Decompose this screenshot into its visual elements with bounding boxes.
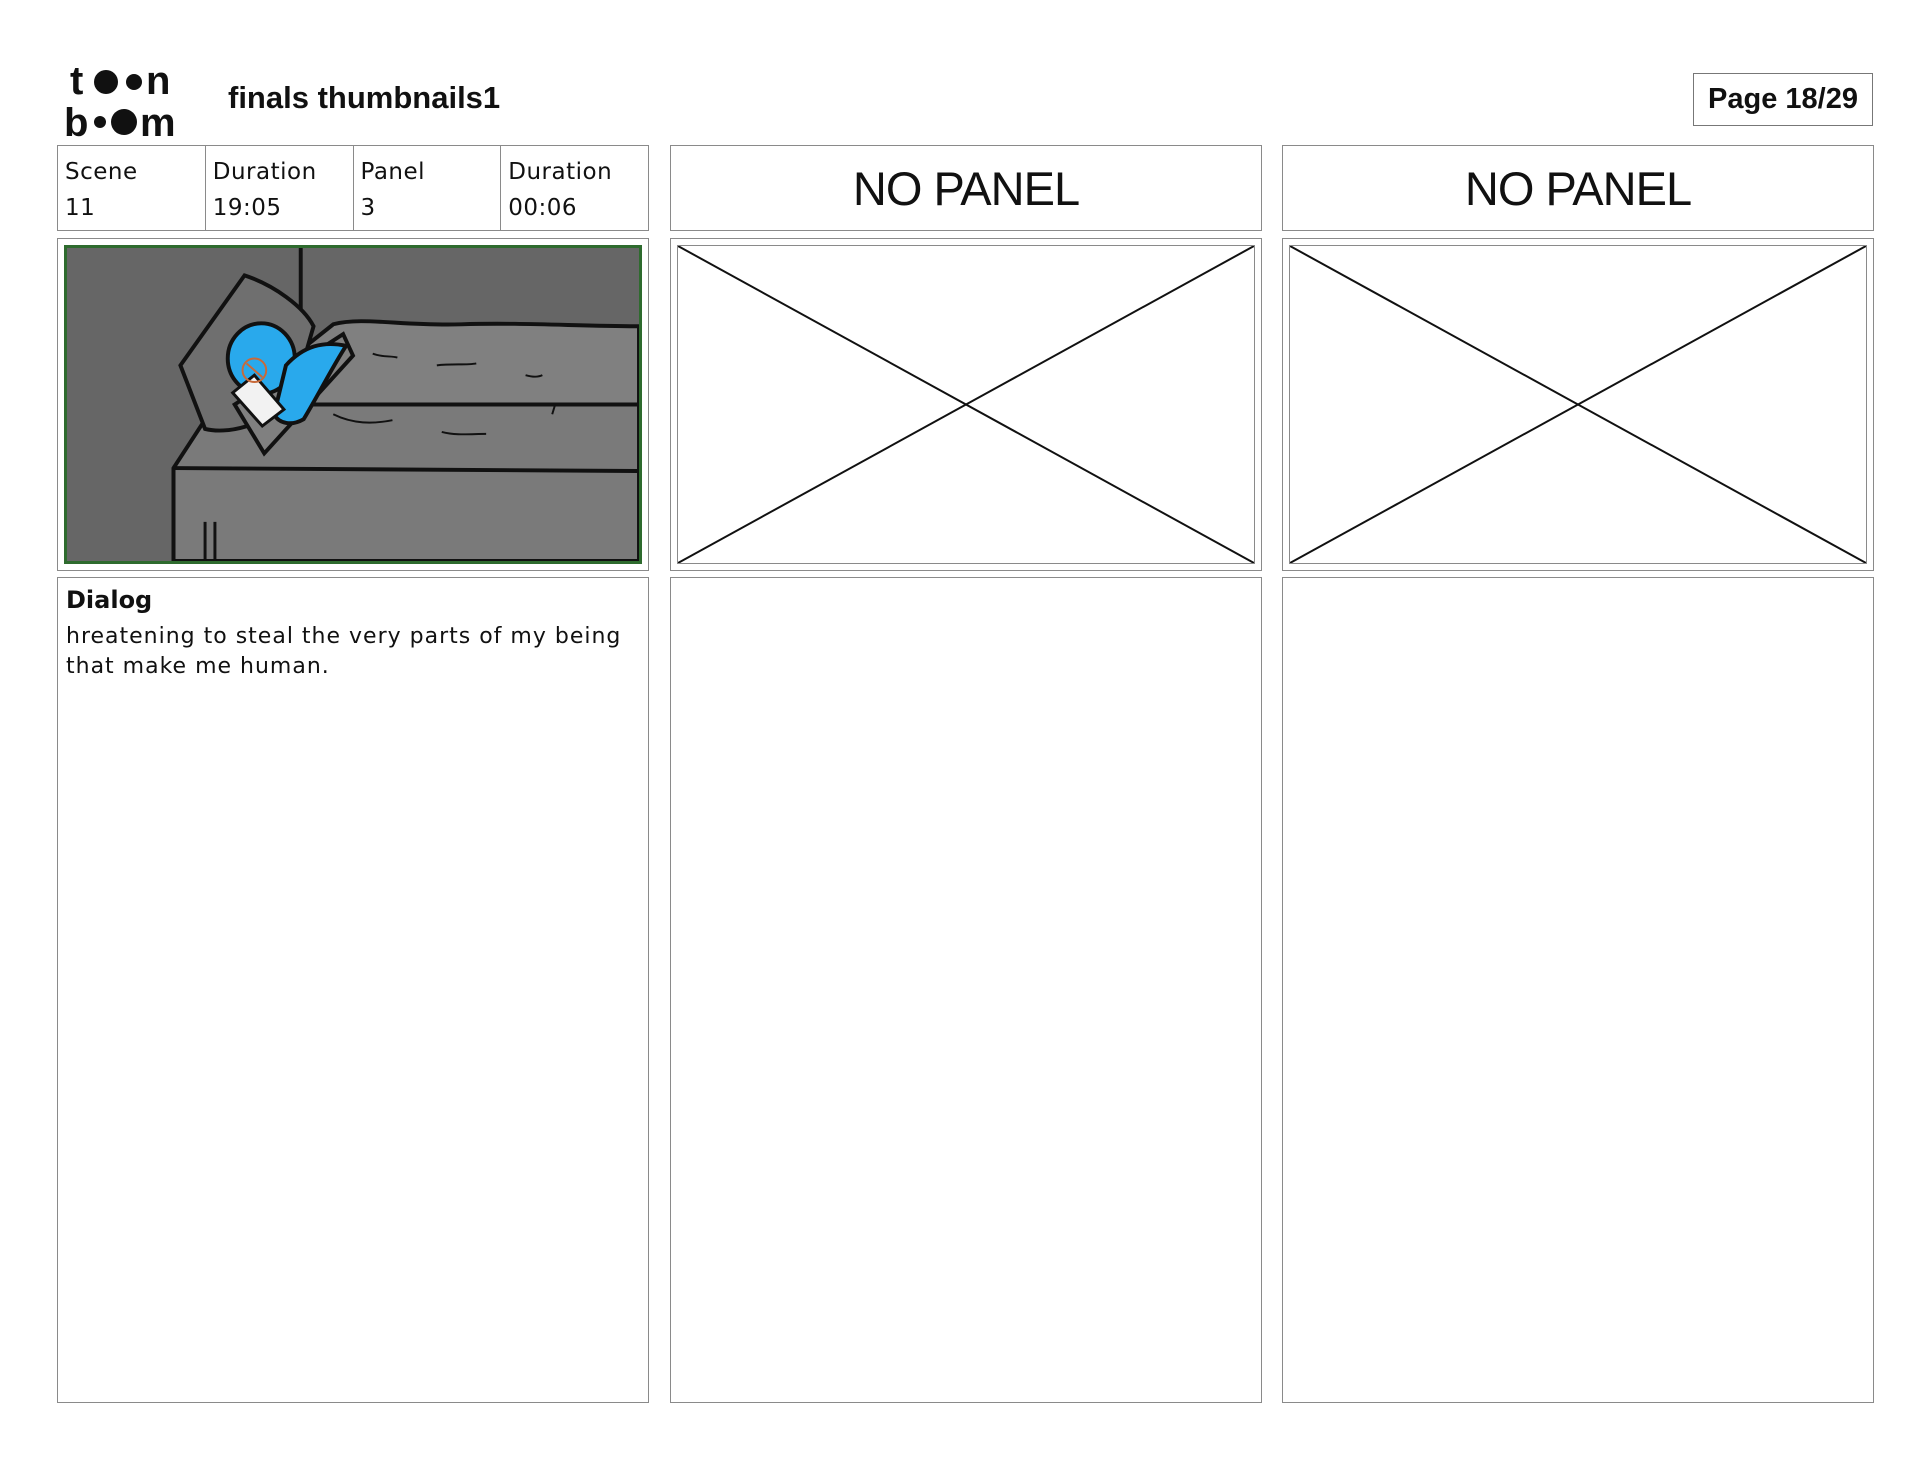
page-number: Page 18/29 bbox=[1693, 73, 1873, 126]
panel-1-notes bbox=[57, 577, 649, 1403]
cross-placeholder-icon bbox=[1290, 246, 1866, 563]
svg-text:b: b bbox=[64, 101, 89, 140]
scene-field bbox=[58, 146, 206, 230]
field-value: 3 bbox=[360, 195, 376, 221]
empty-panel-placeholder bbox=[1289, 245, 1867, 564]
scene-duration-field bbox=[206, 146, 354, 230]
panel-2-header: NO PANEL bbox=[670, 145, 1262, 231]
field-value: 00:06 bbox=[508, 195, 578, 221]
panel-2-notes bbox=[670, 577, 1262, 1403]
panel-3-image-frame bbox=[1282, 238, 1874, 571]
document-title: finals thumbnails1 bbox=[228, 80, 501, 115]
field-label: Panel bbox=[360, 159, 426, 185]
empty-panel-placeholder bbox=[677, 245, 1255, 564]
dialog-text: hreatening to steal the very parts of my being that make me human. bbox=[66, 624, 622, 679]
panel-duration-field bbox=[501, 146, 648, 230]
field-label: Duration bbox=[212, 159, 317, 185]
dialog-heading: Dialog bbox=[66, 586, 153, 614]
field-value: 11 bbox=[65, 195, 96, 221]
panel-2-image-frame bbox=[670, 238, 1262, 571]
toonboom-logo bbox=[62, 60, 202, 140]
cross-placeholder-icon bbox=[678, 246, 1254, 563]
panel-1-drawing bbox=[64, 245, 642, 564]
panel-field bbox=[354, 146, 502, 230]
field-label: Scene bbox=[65, 159, 138, 185]
field-label: Duration bbox=[508, 159, 613, 185]
svg-text:t: t bbox=[70, 60, 84, 103]
panel-3-header: NO PANEL bbox=[1282, 145, 1874, 231]
svg-text:m: m bbox=[140, 101, 176, 140]
svg-text:n: n bbox=[146, 60, 171, 103]
panel-1-image-frame bbox=[57, 238, 649, 571]
panel-3-notes bbox=[1282, 577, 1874, 1403]
panel-1-info bbox=[57, 145, 649, 231]
field-value: 19:05 bbox=[212, 195, 282, 221]
sleeping-character-illustration bbox=[67, 248, 639, 561]
